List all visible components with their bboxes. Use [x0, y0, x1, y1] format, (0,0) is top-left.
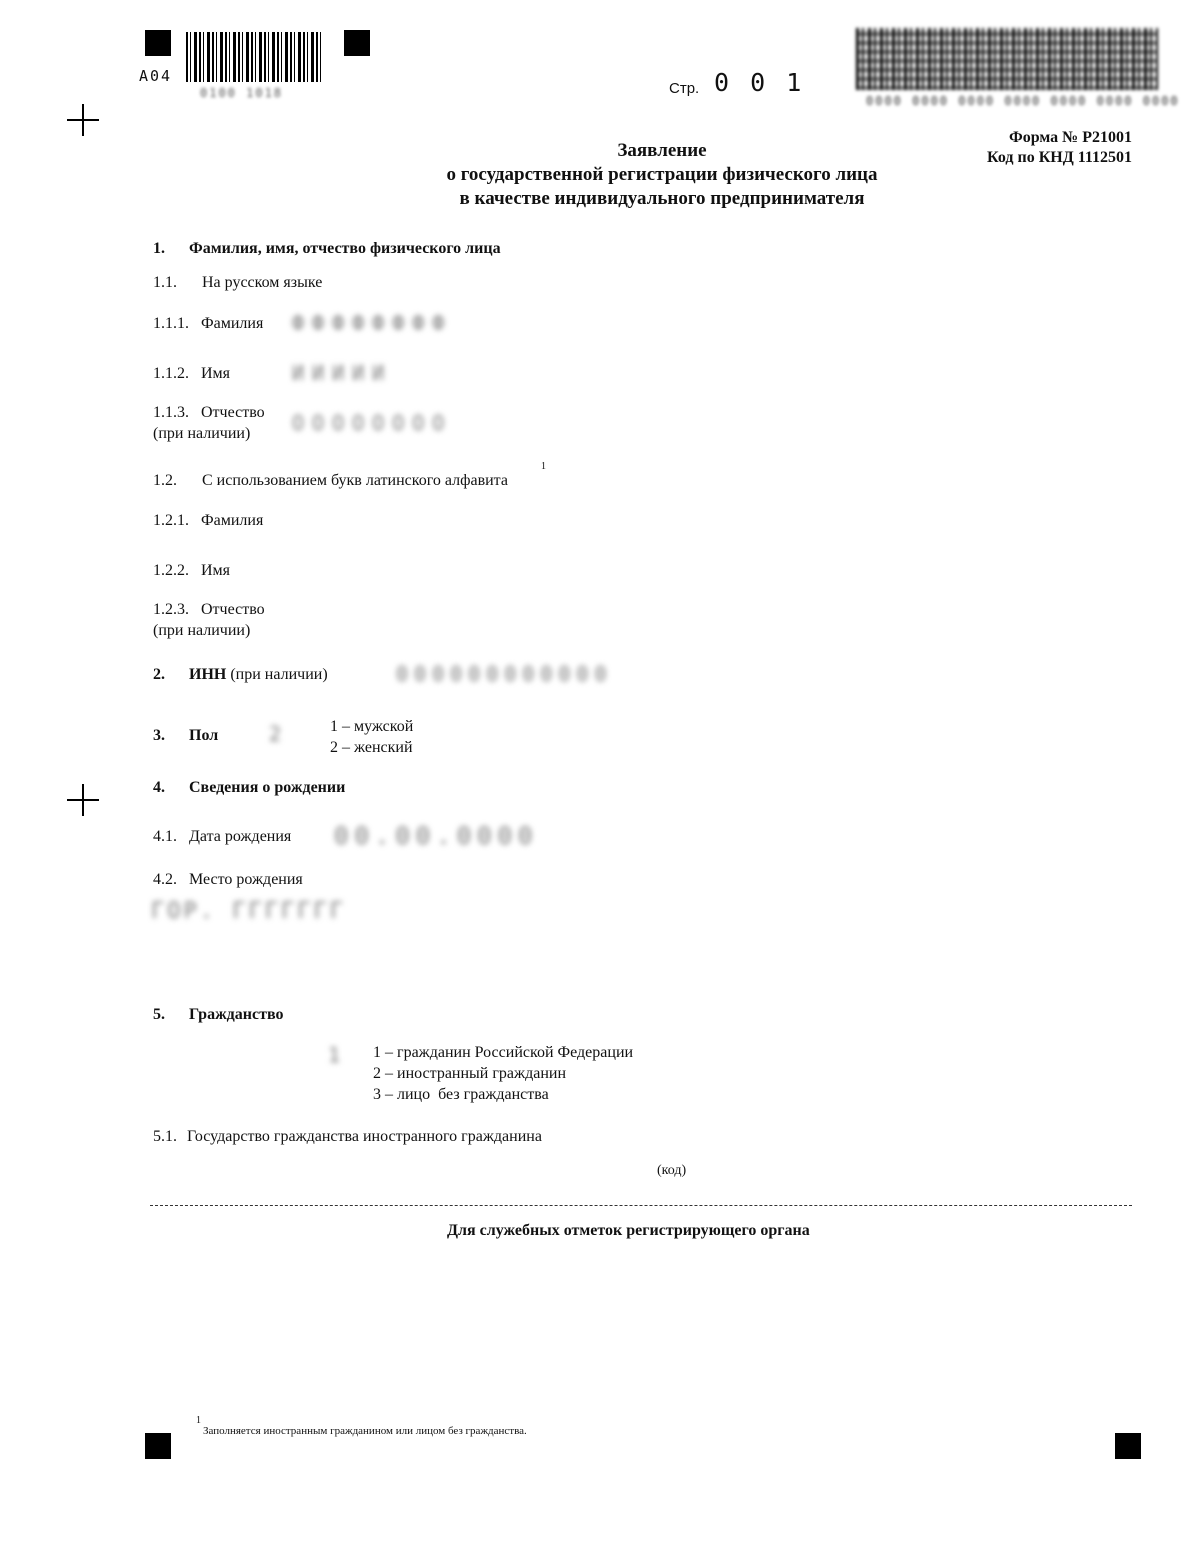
registration-cross-middle: [67, 784, 99, 816]
surname-number: 1.1.1.: [153, 315, 189, 332]
service-notes-label: Для служебных отметок регистрирующего органа: [447, 1222, 810, 1239]
qr-code-digits: 0000 0000 0000 0000 0000 0000 0000: [866, 94, 1180, 108]
name-number: 1.1.2.: [153, 365, 189, 382]
gender-option-female: 2 – женский: [330, 739, 413, 756]
section2-number: 2.: [153, 666, 165, 683]
barcode-code: A04: [139, 67, 173, 85]
footnote-ref: 1: [196, 1415, 201, 1426]
gender-label: Пол: [189, 727, 219, 744]
section5-number: 5.: [153, 1006, 165, 1023]
pob-value[interactable]: ГОР. ГГГГГГГ: [151, 899, 346, 924]
title-line-3: в качестве индивидуального предпринимателя: [459, 188, 865, 209]
corner-marker-bottom-right: [1115, 1433, 1141, 1459]
code-note: (код): [657, 1163, 687, 1178]
section3-number: 3.: [153, 727, 165, 744]
inn-value[interactable]: 000000000000: [396, 662, 613, 686]
lat-patronymic-note: (при наличии): [153, 622, 251, 639]
citizenship-option-stateless: 3 – лицо без гражданства: [373, 1086, 549, 1103]
gender-value[interactable]: 2: [269, 722, 282, 746]
dashed-divider: [150, 1205, 1132, 1206]
document-title: [360, 139, 964, 211]
citizenship-heading: Гражданство: [189, 1006, 284, 1023]
patronymic-note: (при наличии): [153, 425, 251, 442]
lat-surname-number: 1.2.1.: [153, 512, 189, 529]
section1-2-label: С использованием букв латинского алфавита: [202, 472, 508, 489]
surname-value[interactable]: ФФФФФФФФ: [292, 311, 453, 335]
lat-name-label: Имя: [201, 562, 231, 579]
foreign-state-label: Государство гражданства иностранного гражданина: [187, 1128, 542, 1145]
patronymic-label: Отчество: [201, 404, 265, 421]
title-line-2: о государственной регистрации физического лица: [446, 164, 878, 185]
section1-number: 1.: [153, 240, 165, 257]
qr-code: [856, 28, 1158, 90]
lat-name-number: 1.2.2.: [153, 562, 189, 579]
corner-marker-top-left: [145, 30, 171, 56]
pob-label: Место рождения: [189, 871, 303, 888]
citizenship-value[interactable]: 1: [328, 1043, 341, 1067]
section1-heading: Фамилия, имя, отчество физического лица: [189, 240, 501, 257]
patronymic-number: 1.1.3.: [153, 404, 189, 421]
title-line-1: Заявление: [617, 140, 707, 161]
footnote-text: Заполняется иностранным гражданином или лицом без гражданства.: [203, 1425, 527, 1437]
name-label: Имя: [201, 365, 231, 382]
section1-2-number: 1.2.: [153, 472, 177, 489]
lat-patronymic-label: Отчество: [201, 601, 265, 618]
citizenship-option-russian: 1 – гражданин Российской Федерации: [373, 1044, 634, 1061]
section4-number: 4.: [153, 779, 165, 796]
inn-label-note: (при наличии): [230, 666, 328, 683]
page-label: Стр.: [669, 80, 700, 97]
dob-value[interactable]: 00.00.0000: [334, 822, 539, 850]
corner-marker-top-mid: [344, 30, 370, 56]
lat-surname-label: Фамилия: [201, 512, 264, 529]
knd-code: Код по КНД 1112501: [987, 149, 1132, 166]
name-value[interactable]: ИИИИИ: [292, 361, 393, 385]
form-number: Форма № Р21001: [1008, 129, 1132, 146]
foreign-state-number: 5.1.: [153, 1128, 177, 1145]
page-number: 0 0 1: [714, 68, 805, 97]
dob-label: Дата рождения: [189, 828, 292, 845]
dob-number: 4.1.: [153, 828, 177, 845]
citizenship-option-foreign: 2 – иностранный гражданин: [373, 1065, 566, 1082]
barcode: [186, 32, 324, 82]
gender-option-male: 1 – мужской: [330, 718, 414, 735]
inn-label-bold: ИНН: [189, 666, 227, 683]
pob-number: 4.2.: [153, 871, 177, 888]
corner-marker-bottom-left: [145, 1433, 171, 1459]
section1-1-number: 1.1.: [153, 274, 177, 291]
inn-label: [189, 665, 328, 685]
section4-heading: Сведения о рождении: [189, 779, 346, 796]
section1-2-footnote-ref: 1: [541, 461, 546, 472]
barcode-digits: 0100 1018: [200, 86, 284, 100]
surname-label: Фамилия: [201, 315, 264, 332]
section1-1-label: На русском языке: [202, 274, 323, 291]
patronymic-value[interactable]: ОООООООО: [292, 411, 453, 435]
lat-patronymic-number: 1.2.3.: [153, 601, 189, 618]
registration-cross-top: [67, 104, 99, 136]
